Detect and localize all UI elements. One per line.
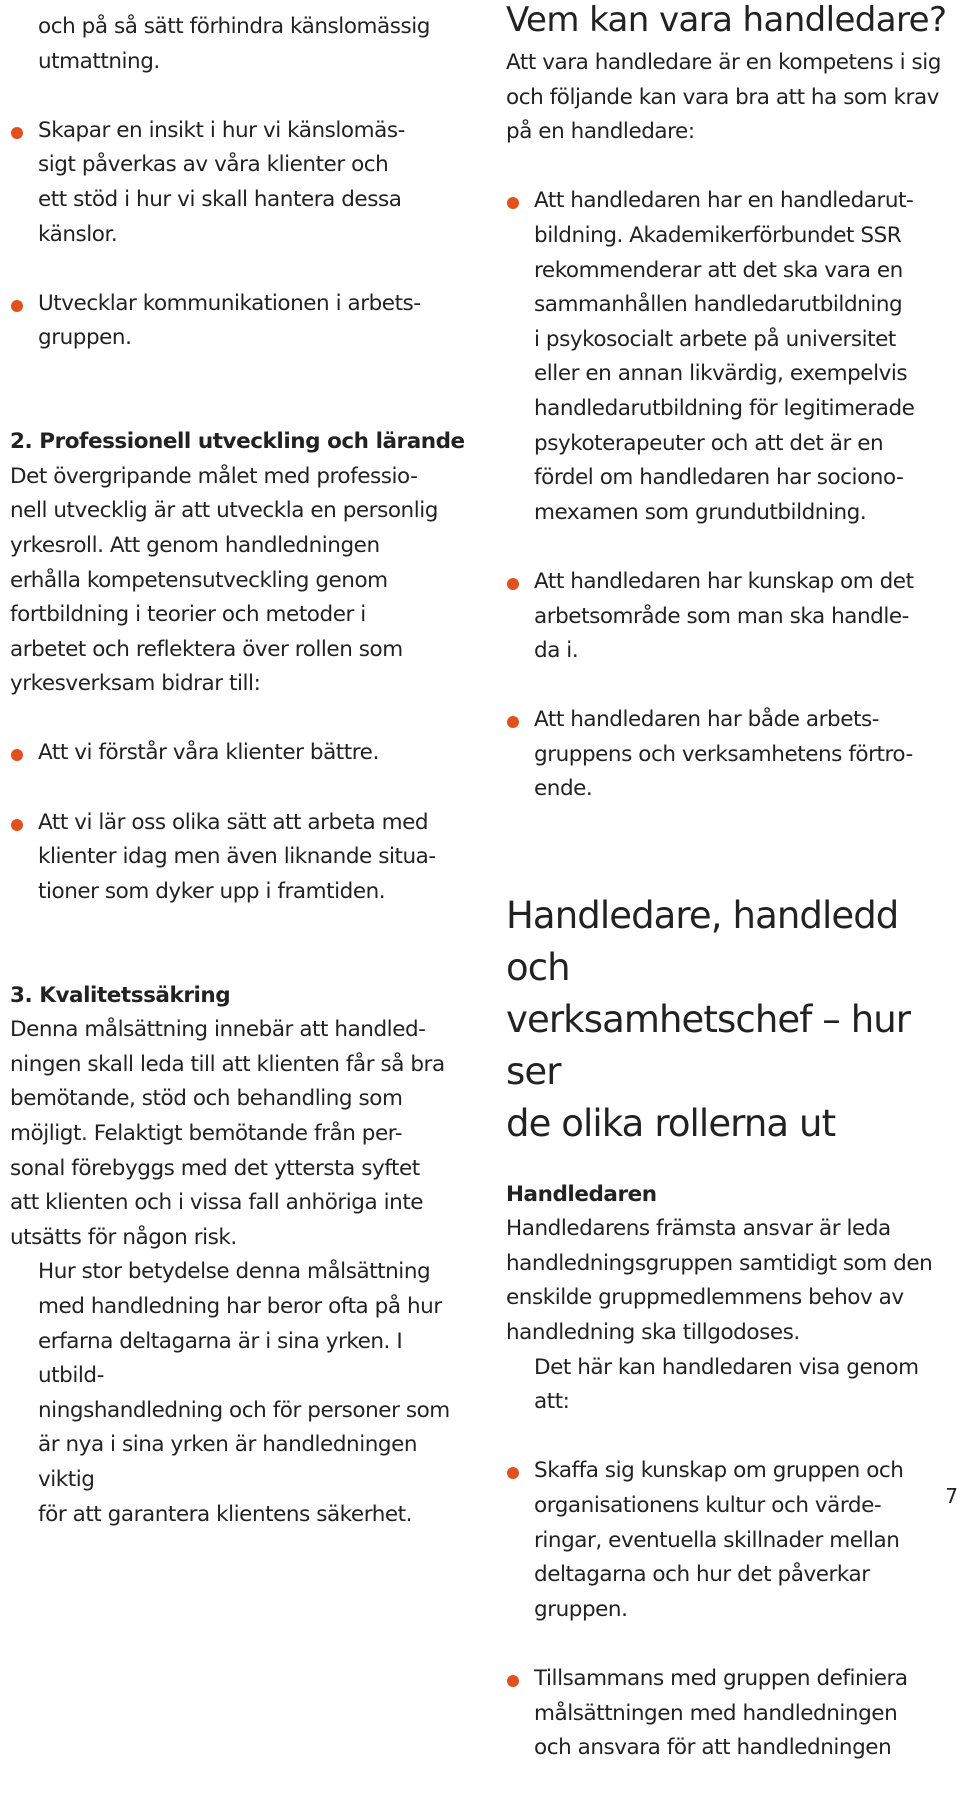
list-item-text: Att handledaren har både arbets- gruppens och verksamhetens förtro- ende. <box>534 707 913 802</box>
list-item-text: Skapar en insikt i hur vi känslomäs- sigt påverkas av våra klienter och ett stöd i hur vi skall hantera dessa känslor. <box>38 117 405 247</box>
list-item <box>10 114 472 252</box>
section-3-heading: 3. Kvalitetssäkring <box>10 982 231 1008</box>
list-item <box>506 184 958 530</box>
list-item <box>506 565 958 669</box>
list-item <box>506 703 958 807</box>
bullet-icon <box>507 578 519 590</box>
section-2-body: Det övergripande målet med professio- nell utvecklig är att utveckla en personlig yrkesroll. Att genom handledningen erhålla kompetensutveckling genom fortbildning i teorier och metoder i arbetet och reflektera över rollen som yrkesverksam bidrar till: <box>10 463 438 697</box>
list-item-text: Att handledaren har en handledarut- bildning. Akademikerförbundet SSR rekommenderar att det ska vara en sammanhållen handledarutbildning i psykosocialt arbete på universitet eller en annan likvärdig, exempelvis handledarutbildning för legitimerade psykoterapeuter och att det är en fördel om handledaren har sociono- mexamen som grundutbildning. <box>534 188 915 525</box>
who-heading: Vem kan vara handledare? <box>506 0 947 40</box>
purpose-list <box>10 79 472 390</box>
intro-continuation: och på så sätt förhindra känslomässig utmattning. <box>38 14 430 74</box>
list-item-text: Tillsammans med gruppen definiera målsättningen med handledningen och ansvara för att handledningen <box>534 1665 908 1761</box>
who-requirements-list <box>506 150 958 842</box>
list-item-text: Att vi lär oss olika sätt att arbeta med klienter idag men även liknande situa- tioner som dyker upp i framtiden. <box>38 809 436 904</box>
roles-lead: Det här kan handledaren visa genom att: <box>534 1354 919 1415</box>
bullet-icon <box>507 716 519 728</box>
list-item <box>506 1454 958 1627</box>
bullet-icon <box>507 197 519 209</box>
left-column <box>10 0 472 1532</box>
section-3-body-2: Hur stor betydelse denna målsättning med handledning har beror ofta på hur erfarna deltagarna är i sina yrken. I utbild- ningshandledning och för personer som är nya i sina yrken är handledningen viktig för att garantera klientens säkerhet. <box>38 1259 450 1527</box>
list-item <box>10 287 472 356</box>
bullet-icon <box>507 1675 519 1687</box>
list-item-text: Att vi förstår våra klienter bättre. <box>38 740 379 766</box>
bullet-icon <box>507 1467 519 1479</box>
list-item <box>506 1662 958 1766</box>
bullet-icon <box>11 749 23 761</box>
roles-subheading: Handledaren <box>506 1181 657 1207</box>
roles-body: Handledarens främsta ansvar är leda handledningsgruppen samtidigt som den enskilde gruppmedlemmens behov av handledning ska tillgodoses. <box>506 1216 933 1346</box>
bullet-icon <box>11 300 23 312</box>
section-2-list <box>10 702 472 944</box>
bullet-icon <box>11 819 23 831</box>
roles-list <box>506 1420 958 1800</box>
list-item-text: Skaffa sig kunskap om gruppen och organisationens kultur och värde- ringar, eventuella skillnader mellan deltagarna och hur det påverkar gruppen. <box>534 1458 904 1622</box>
roles-heading: Handledare, handledd och verksamhetschef – hur ser de olika rollerna ut <box>506 893 911 1145</box>
list-item-text: Att handledaren har kunskap om det arbetsområde som man ska handle- da i. <box>534 568 914 664</box>
section-2-heading: 2. Professionell utveckling och lärande <box>10 429 465 455</box>
who-intro: Att vara handledare är en kompetens i sig och följande kan vara bra att ha som krav på en handledare: <box>506 50 941 145</box>
list-item-text: Utvecklar kommunikationen i arbets- gruppen. <box>38 290 421 351</box>
list-item <box>10 736 472 771</box>
section-3-body: Denna målsättning innebär att handled- ningen skall leda till att klienten får så bra bemötande, stöd och behandling som möjligt. Felaktigt bemötande från per- sonal förebyggs med det yttersta syftet att klienten och i vissa fall anhöriga inte utsätts för någon risk. <box>10 1017 445 1250</box>
right-column <box>506 0 958 1800</box>
list-item <box>10 806 472 910</box>
page-number: 7 <box>945 1484 958 1508</box>
bullet-icon <box>11 127 23 139</box>
